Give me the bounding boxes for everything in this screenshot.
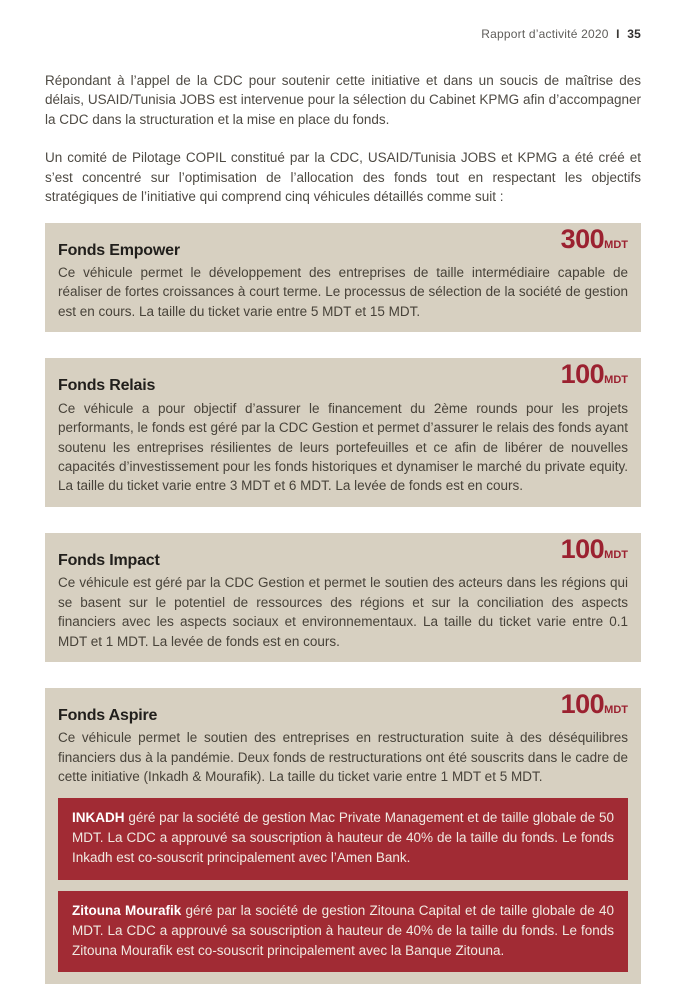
fund-amount-value: 300 xyxy=(560,223,605,254)
fund-description: Ce véhicule permet le soutien des entreprises en restructuration suite à des déséquilibres financiers dus à la pandémie. Deux fonds de restructurations ont été souscrits dans le cadre de cette initiative (Inkadh & Mourafik). La taille du ticket varie entre 1 MDT et 5 MDT. xyxy=(58,730,628,785)
header-separator: I xyxy=(616,27,620,41)
page-number: 35 xyxy=(627,27,641,41)
fund-title: Fonds Relais xyxy=(58,377,156,395)
fund-box-relais xyxy=(45,358,641,507)
fund-box-empower xyxy=(45,223,641,333)
subfund-title: Zitouna Mourafik xyxy=(72,902,182,918)
subfund-title: INKADH xyxy=(72,809,125,825)
fund-box-impact xyxy=(45,533,641,662)
subfund-box-zitouna-mourafik xyxy=(58,891,628,973)
fund-amount xyxy=(561,361,628,388)
fund-amount-value: 100 xyxy=(560,359,605,390)
fund-amount-unit: MDT xyxy=(604,704,628,717)
fund-title: Fonds Empower xyxy=(58,241,180,259)
fund-amount-unit: MDT xyxy=(604,238,628,251)
subfund-box-inkadh xyxy=(58,798,628,880)
intro-paragraph-2: Un comité de Pilotage COPIL constitué par la CDC, USAID/Tunisia JOBS et KPMG a été créé et s’est concentré sur l’optimisation de l’allocation des fonds tout en respectant les objectifs stratégiques de l’initiative qui comprend cinq véhicules détaillés comme suit : xyxy=(45,150,641,205)
fund-amount-unit: MDT xyxy=(604,374,628,387)
fund-amount xyxy=(560,223,628,254)
fund-description: Ce véhicule est géré par la CDC Gestion et permet le soutien des acteurs dans les régions qui se basent sur le potentiel de ressources des régions et sur la conciliation des aspects financiers avec les aspects sociaux et environnementaux. La taille du ticket varie entre 0.1 MDT et 1 MDT. La levée de fonds est en cours. xyxy=(58,575,628,649)
fund-amount-unit: MDT xyxy=(604,548,628,561)
fund-box-aspire xyxy=(45,688,641,984)
fund-description: Ce véhicule permet le développement des entreprises de taille intermédiaire capable de réaliser de fortes croissances à court terme. Le processus de sélection de la société de gestion est en cours. La taille du ticket varie entre 5 MDT et 15 MDT. xyxy=(58,265,628,319)
fund-title: Fonds Aspire xyxy=(58,707,158,725)
subfund-description: géré par la société de gestion Zitouna Capital et de taille globale de 40 MDT. La CDC a approuvé sa souscription à hauteur de 40% de la taille du fonds. Le fonds Zitouna Mourafik est co-souscrit principalement avec la Banque Zitouna. xyxy=(72,902,614,958)
fund-amount-value: 100 xyxy=(560,689,605,720)
page-header xyxy=(45,0,641,41)
fund-amount-value: 100 xyxy=(560,533,605,564)
report-title: Rapport d’activité 2020 xyxy=(481,27,609,41)
subfund-description: géré par la société de gestion Mac Private Management et de taille globale de 50 MDT. La CDC a approuvé sa souscription à hauteur de 40% de la taille du fonds. Le fonds Inkadh est co-souscrit principalement avec l’Amen Bank. xyxy=(72,809,614,866)
fund-description: Ce véhicule a pour objectif d’assurer le financement du 2ème rounds pour les projets performants, le fonds est géré par la CDC Gestion et permet d’assurer le relais des fonds ayant soutenu les entreprises résilientes de leurs portefeuilles et ce afin de libérer de nouvelles capacités d’investissement pour les fonds historiques et dynamiser le marché du private equity. La taille du ticket varie entre 3 MDT et 6 MDT. La levée de fonds est en cours. xyxy=(58,400,628,494)
fund-amount xyxy=(561,691,628,718)
fund-title: Fonds Impact xyxy=(58,551,160,569)
intro-paragraph-1: Répondant à l’appel de la CDC pour soutenir cette initiative et dans un soucis de maîtrise des délais, USAID/Tunisia JOBS est intervenue pour la sélection du Cabinet KPMG afin d’accompagner la CDC dans la structuration et la mise en place du fonds. xyxy=(45,73,641,127)
fund-amount xyxy=(560,533,628,564)
